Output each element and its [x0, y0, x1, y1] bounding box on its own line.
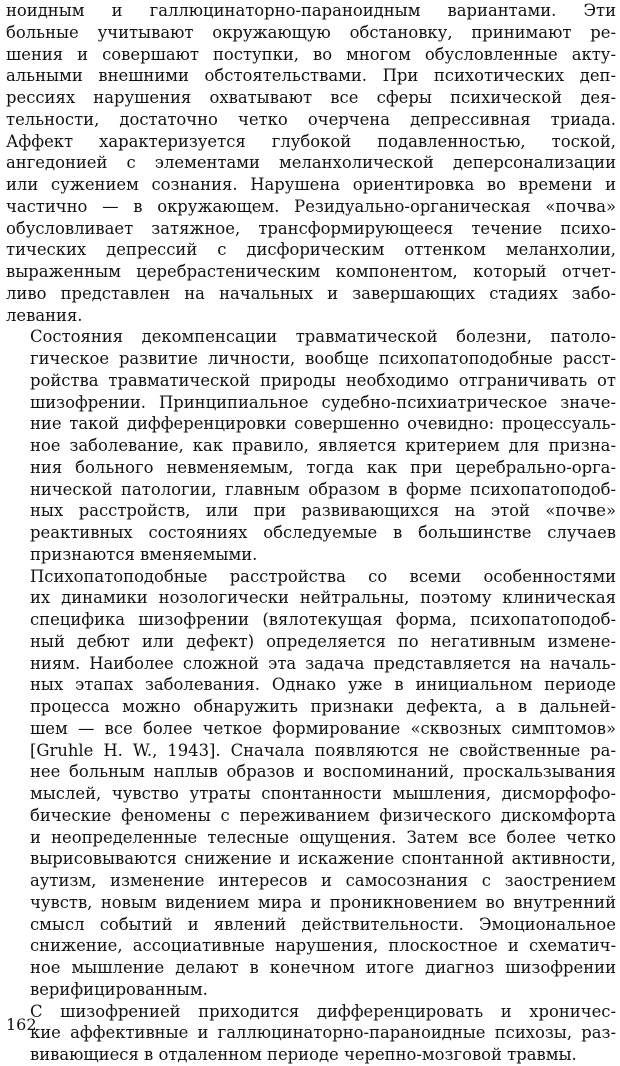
- page-number: 162: [6, 1015, 37, 1034]
- text-line: шизофрении. Принципиальное судебно-психиатрическое значе-: [30, 392, 616, 412]
- text-line: частично — в окружающем. Резидуально-органическая «почва»: [6, 196, 616, 216]
- text-line: обусловливает затяжное, трансформирующееся течение психо-: [6, 218, 616, 238]
- text-line: [Gruhle H. W., 1943]. Сначала появляются не свойственные ра-: [30, 740, 616, 760]
- text-line: тельности, достаточно четко очерчена депрессивная триада.: [6, 109, 616, 129]
- text-line: нической патологии, главным образом в форме психопатоподоб-: [30, 479, 616, 499]
- text-line: больные учитывают окружающую обстановку, принимают ре-: [6, 22, 616, 42]
- text-line: смысл событий и явлений действительности. Эмоциональное: [30, 914, 616, 934]
- text-line: гическое развитие личности, вообще психопатоподобные расст-: [30, 349, 616, 368]
- text-line: процесса можно обнаружить признаки дефекта, а в дальней-: [30, 697, 616, 716]
- text-line: и неопределенные телесные ощущения. Затем все более четко: [30, 827, 616, 847]
- text-line: вырисовываются снижение и искажение спонтанной активности,: [30, 849, 616, 869]
- text-line: нее больным наплыв образов и воспоминаний, проскальзывания: [30, 762, 616, 782]
- text-line: тических депрессий с дисфорическим оттенком меланхолии,: [6, 240, 616, 260]
- text-line: ние такой дифференцировки совершенно очевидно: процессуаль-: [30, 414, 616, 434]
- text-line: аутизм, изменение интересов и самосознания с заострением: [30, 871, 616, 890]
- text-line: рессиях нарушения охватывают все сферы психической дея-: [6, 88, 616, 107]
- paragraph-4: [6, 1001, 616, 1066]
- paragraph-2: [6, 326, 616, 565]
- text-line: реактивных состояниях обследуемые в большинстве случаев: [30, 523, 616, 542]
- text-line: ангедонией с элементами меланхолической деперсонализации: [6, 153, 616, 173]
- text-line: Аффект характеризуется глубокой подавленностью, тоской,: [6, 131, 616, 151]
- text-line: Психопатоподобные расстройства со всеми особенностями: [30, 566, 616, 586]
- text-line: альными внешними обстоятельствами. При психотических деп-: [6, 66, 616, 86]
- paragraph-3: [6, 566, 616, 1001]
- text-line: ливо представлен на начальных и завершающих стадиях забо-: [6, 283, 616, 303]
- text-line: специфика шизофрении (вялотекущая форма, психопатоподоб-: [30, 610, 616, 629]
- text-line: бические феномены с переживанием физического дискомфорта: [30, 805, 616, 825]
- text-line: ноидным и галлюцинаторно-параноидным вариантами. Эти: [6, 1, 616, 20]
- text-line: ный дебют или дефект) определяется по негативным измене-: [30, 631, 616, 651]
- text-line: ройства травматической природы необходимо отграничивать от: [30, 370, 616, 390]
- text-line: ное заболевание, как правило, является критерием для призна-: [30, 436, 616, 455]
- text-line: ния больного невменяемым, тогда как при церебрально-орга-: [30, 457, 616, 477]
- book-page: [6, 0, 616, 1064]
- text-line: выраженным церебрастеническим компонентом, который отчет-: [6, 262, 616, 281]
- text-line: их динамики нозологически нейтральны, поэтому клиническая: [30, 588, 616, 608]
- text-line: чувств, новым видением мира и проникновением во внутренний: [30, 892, 616, 912]
- text-line: С шизофренией приходится дифференцировать и хроничес-: [30, 1001, 616, 1021]
- text-line: ное мышление делают в конечном итоге диагноз шизофрении: [30, 958, 616, 977]
- text-line: ных расстройств, или при развивающихся на этой «почве»: [30, 501, 616, 521]
- text-line: левания.: [6, 305, 83, 325]
- text-line: ниям. Наиболее сложной эта задача представляется на началь-: [30, 653, 616, 673]
- text-line: ных этапах заболевания. Однако уже в инициальном периоде: [30, 675, 616, 695]
- text-line: мыслей, чувство утраты спонтанности мышления, дисморфофо-: [30, 784, 616, 803]
- text-line: или сужением сознания. Нарушена ориентировка во времени и: [6, 175, 616, 194]
- text-line: снижение, ассоциативные нарушения, плоскостное и схематич-: [30, 936, 616, 956]
- page-text-body: [6, 0, 616, 1066]
- text-line: признаются вменяемыми.: [30, 544, 258, 564]
- text-line: кие аффективные и галлюцинаторно-параноидные психозы, раз-: [30, 1023, 616, 1043]
- text-line: шем — все более четкое формирование «сквозных симптомов»: [30, 718, 616, 738]
- text-line: шения и совершают поступки, во многом обусловленные акту-: [6, 44, 616, 64]
- text-line: Состояния декомпенсации травматической болезни, патоло-: [30, 327, 616, 347]
- text-line: вивающиеся в отдаленном периоде черепно-мозговой травмы.: [30, 1045, 577, 1064]
- text-line: верифицированным.: [30, 979, 208, 999]
- paragraph-1: [6, 0, 616, 326]
